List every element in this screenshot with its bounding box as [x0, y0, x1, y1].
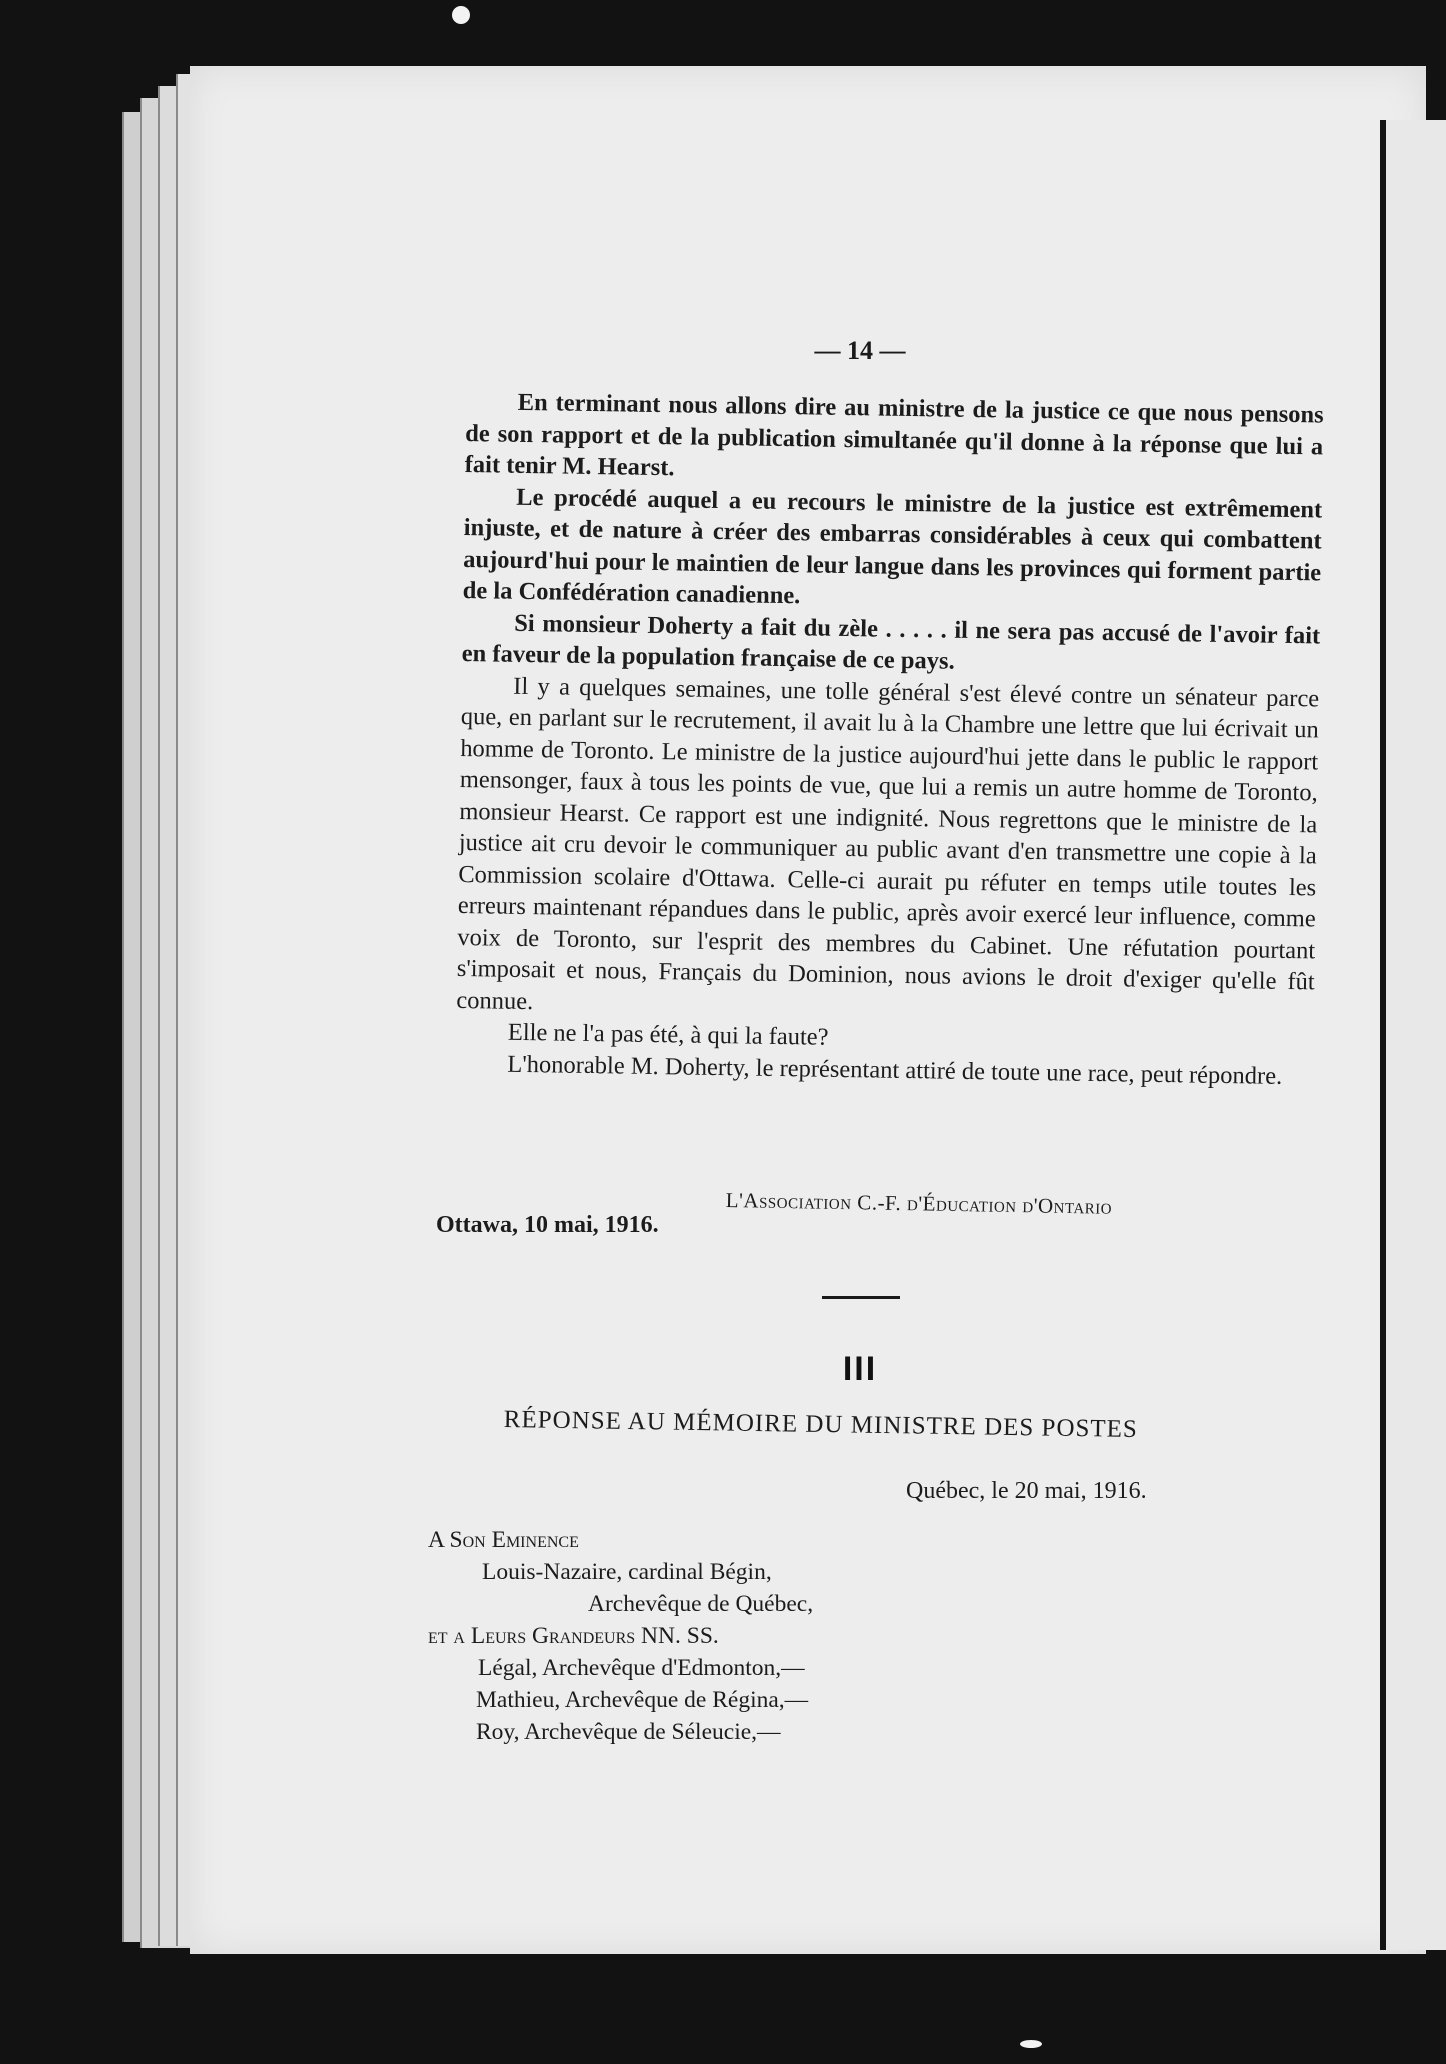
section-title: RÉPONSE AU MÉMOIRE DU MINISTRE DES POSTES	[503, 1406, 1139, 1443]
dust-speck	[1020, 2040, 1042, 2048]
address-line: Archevêque de Québec,	[588, 1591, 814, 1617]
page-number: — 14 —	[814, 336, 906, 365]
address-line: Roy, Archevêque de Séleucie,—	[476, 1719, 781, 1745]
paragraph: L'honorable M. Doherty, le représentant attiré de toute une race, peut répondre.	[507, 1050, 1283, 1090]
address-line: et a Leurs Grandeurs NN. SS.	[428, 1623, 719, 1649]
section-divider	[822, 1296, 900, 1299]
paragraph: En terminant nous allons dire au ministre de la justice ce que nous pensons de son rapport et de la publication simultanée qu'il donne à la réponse que lui a fait tenir M. Hearst.	[464, 388, 1324, 482]
signature: L'Association C.-F. d'Éducation d'Ontario	[725, 1188, 1113, 1219]
dust-speck	[452, 6, 470, 24]
paragraph: Il y a quelques semaines, une tolle général s'est élevé contre un sénateur parce que, en parlant sur le recrutement, il avait lu à la Chambre une lettre que lui écrivait un homme de Toronto. Le ministre de la justice aujourd'hui jette dans le public le rapport mensonger, faux à tous les points de vue, que lui a remis un autre homme de Toronto, monsieur Hearst. Ce rapport est une indignité. Nous regrettons que le ministre de la justice ait cru devoir le communiquer au public avant d'en transmettre une copie à la Commission scolaire d'Ottawa. Celle-ci aurait pu réfuter en temps utile toutes les erreurs maintenant répandues dans le public, après avoir exercé leur influence, comme voix de Toronto, sur l'esprit des membres du Cabinet. Une réfutation pourtant s'imposait et nous, Français du Dominion, nous avions le droit d'exiger qu'elle fût connue.	[456, 672, 1320, 1015]
address-line: A Son Eminence	[428, 1527, 579, 1553]
paragraph: Le procédé auquel a eu recours le ministre de la justice est extrêmement injuste, et de nature à créer des embarras considérables à ceux qui combattent aujourd'hui pour le maintien de leur langue dans les provinces qui forment partie de la Confédération canadienne.	[462, 483, 1323, 610]
letter-address	[428, 1524, 988, 1748]
paragraph: Si monsieur Doherty a fait du zèle . . . . . il ne sera pas accusé de l'avoir fait en faveur de la population française de ce pays.	[461, 609, 1321, 675]
dateline: Ottawa, 10 mai, 1916.	[436, 1212, 659, 1238]
address-line: Légal, Archevêque d'Edmonton,—	[478, 1655, 805, 1681]
facing-page-edge	[1386, 120, 1446, 1950]
body-text	[455, 386, 1324, 1092]
address-line: Louis-Nazaire, cardinal Bégin,	[482, 1559, 772, 1585]
letter-date: Québec, le 20 mai, 1916.	[906, 1478, 1147, 1504]
section-number: III	[842, 1350, 878, 1388]
paragraph: Elle ne l'a pas été, à qui la faute?	[507, 1018, 829, 1051]
address-line: Mathieu, Archevêque de Régina,—	[476, 1687, 809, 1713]
